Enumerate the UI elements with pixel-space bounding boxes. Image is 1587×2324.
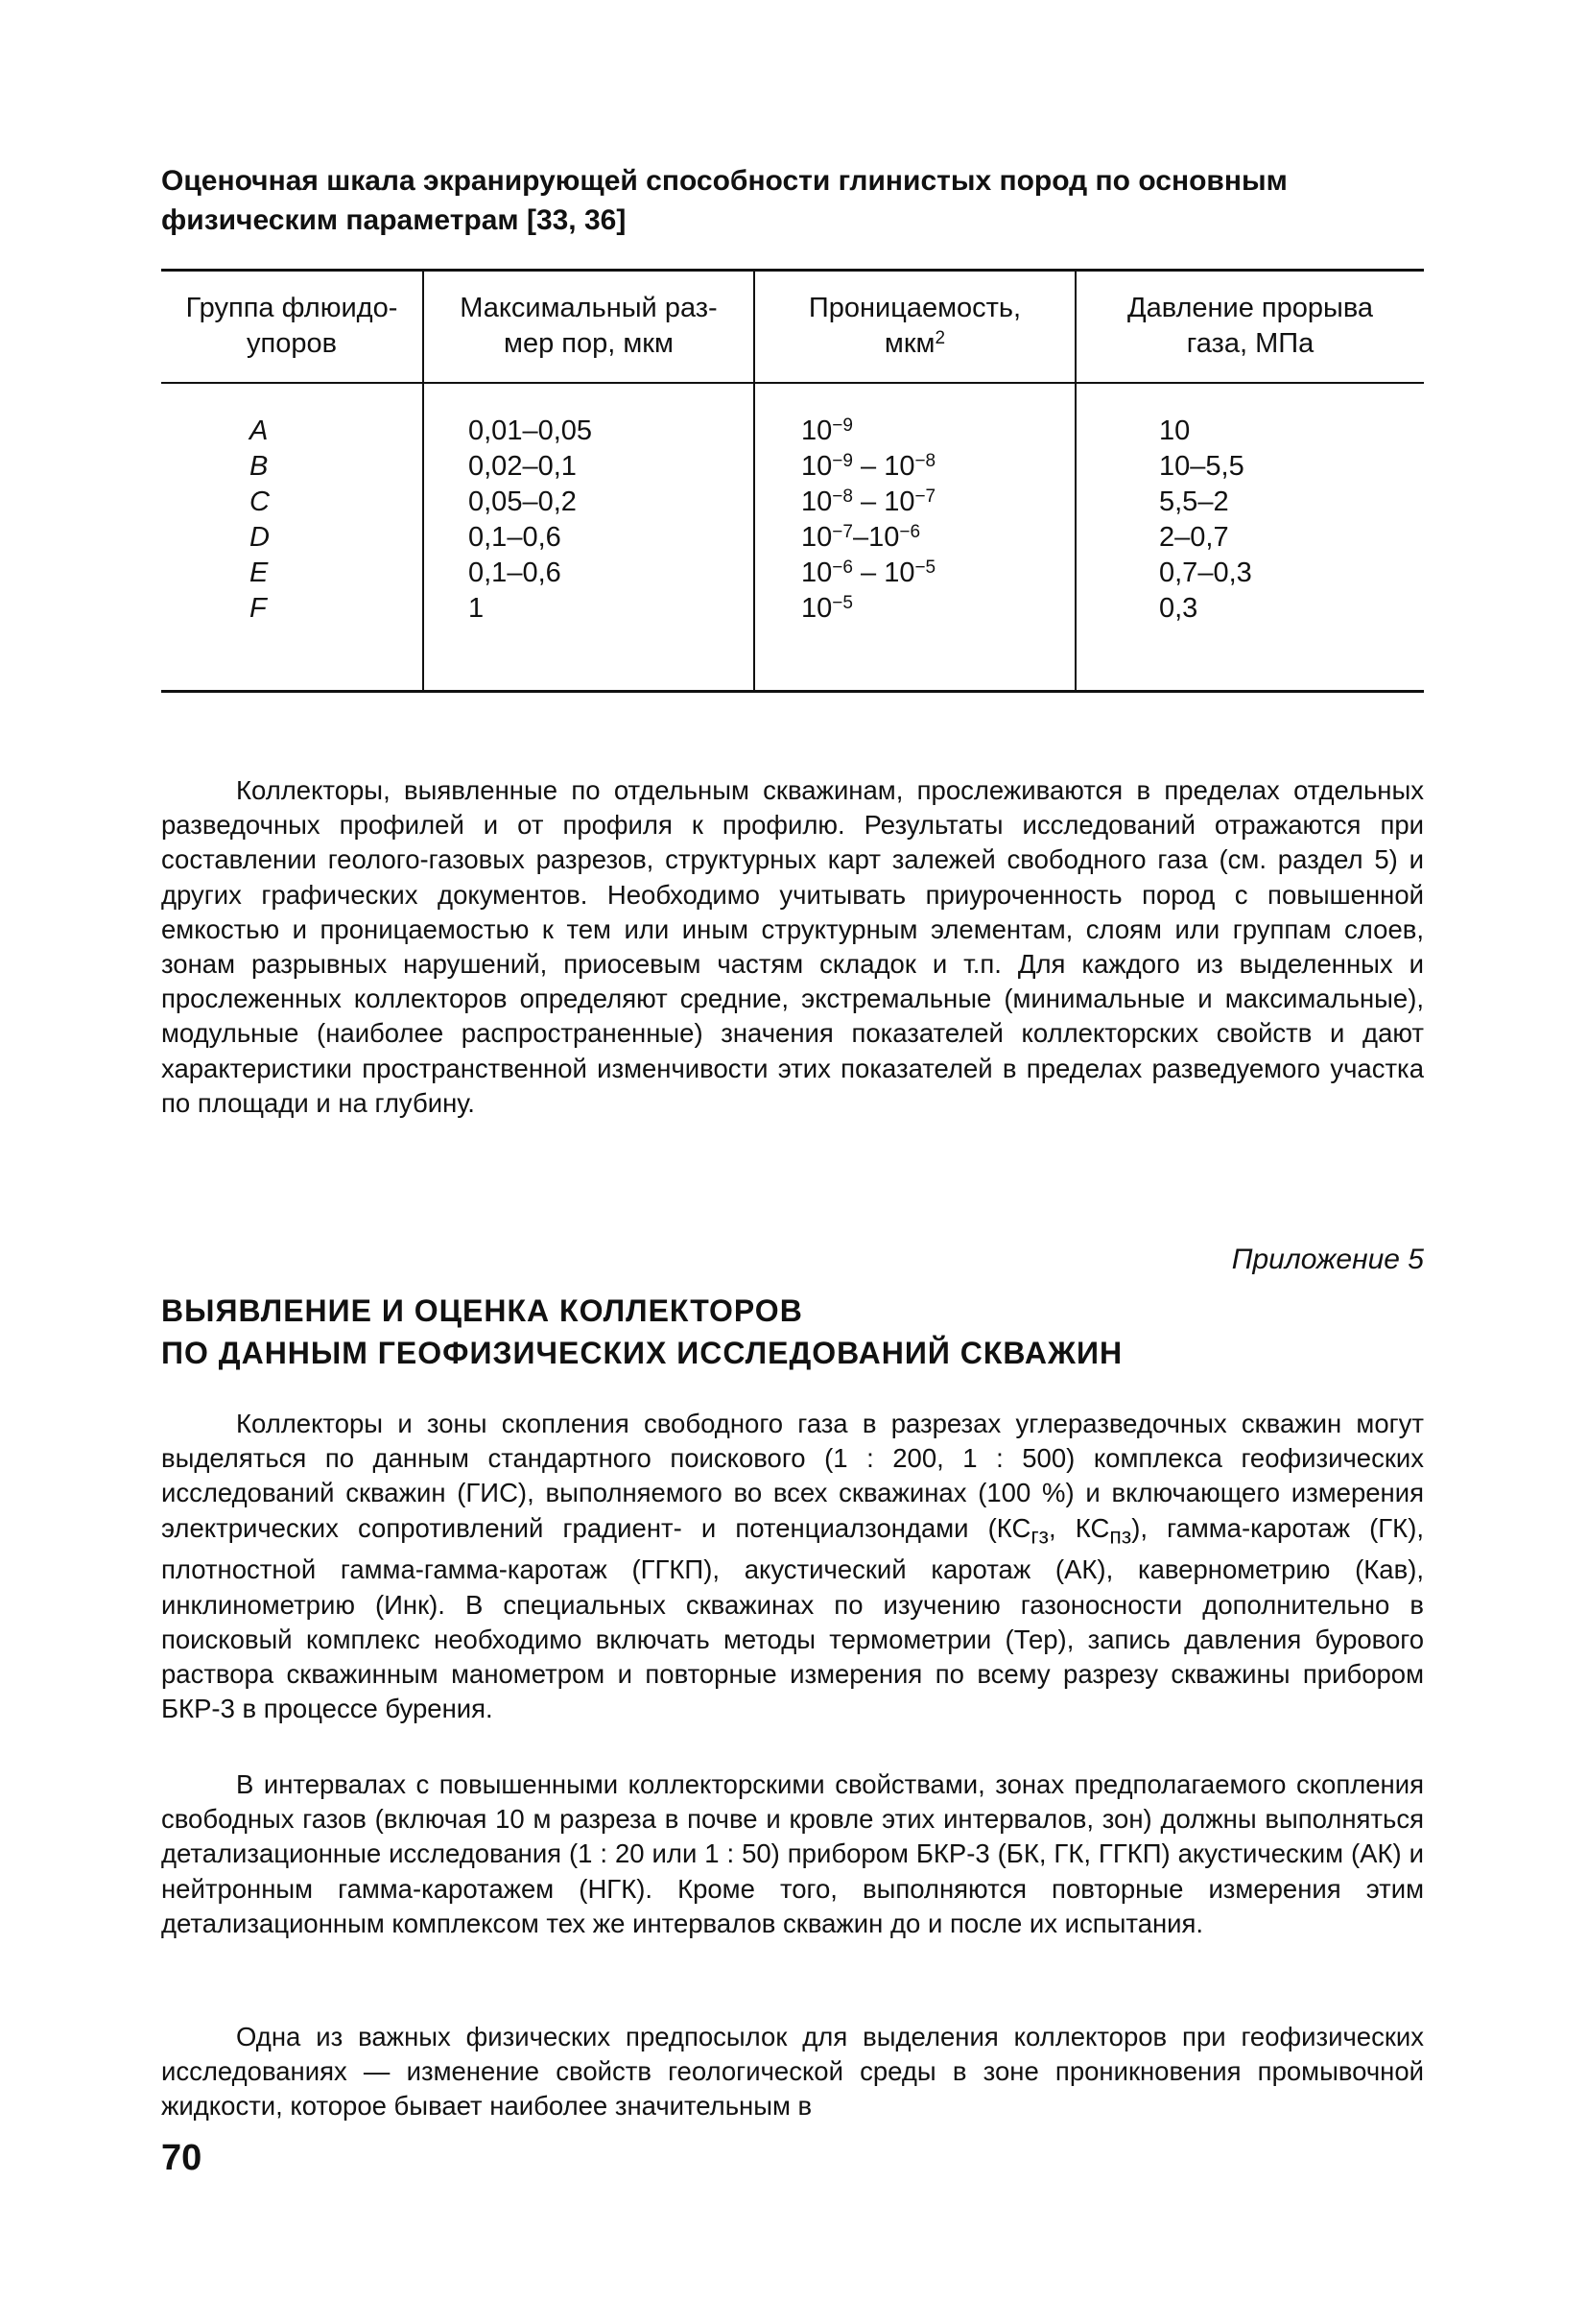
- range-separator: –: [852, 522, 869, 553]
- power-base: 10: [801, 557, 833, 588]
- power-base: 10: [884, 451, 915, 482]
- power-base: 10: [801, 451, 833, 482]
- table-cell: C: [249, 486, 270, 517]
- power-base: 10: [884, 486, 915, 517]
- section-heading-line2: ПО ДАННЫМ ГЕОФИЗИЧЕСКИХ ИССЛЕДОВАНИЙ СКВАЖИН: [161, 1336, 1124, 1370]
- power-exponent: −7: [832, 522, 853, 542]
- power-base: 10: [868, 522, 900, 553]
- power-exponent: −5: [914, 557, 936, 578]
- power-exponent: −9: [832, 415, 853, 436]
- table-cell: 10–5,5: [1159, 451, 1244, 482]
- fluid-seal-scale-table: [161, 269, 1424, 693]
- table-cell: 2–0,7: [1159, 522, 1229, 553]
- header-permeability-unit: мкм: [884, 328, 936, 359]
- table-cell: [801, 414, 936, 449]
- header-pore-size-line1: Максимальный раз-: [460, 293, 718, 323]
- header-permeability: [755, 291, 1075, 362]
- table-header-divider: [161, 382, 1424, 384]
- table-cell: F: [249, 593, 267, 624]
- table-cell: 0,1–0,6: [468, 557, 561, 588]
- table-caption: Оценочная шкала экранирующей способности глинистых пород по основным физическим параметрам [33, 36]: [161, 165, 1288, 236]
- header-group-line2: упоров: [247, 328, 337, 359]
- table-cell: B: [249, 451, 269, 482]
- column-permeability: [801, 414, 936, 627]
- power-exponent: −6: [899, 522, 921, 542]
- paragraph-physical-preconditions: Одна из важных физических предпосылок для выделения коллекторов при геофизических исследованиях — изменение свойств геологической среды в зоне проникновения промывочной жидкости, которое бывает наиболее значительным в: [161, 2022, 1424, 2122]
- header-pore-size-line2: мер пор, мкм: [504, 328, 674, 359]
- header-permeability-unit-exponent: 2: [935, 328, 946, 348]
- subscript: гз: [1030, 1523, 1049, 1549]
- power-exponent: −6: [832, 557, 853, 578]
- column-groups: [249, 414, 270, 627]
- table-cell: 1: [468, 593, 485, 624]
- paragraph-text: Коллекторы и зоны скопления свободного газа в разрезах углеразведочных скважин могут выделяться по данным стандартного поискового (1 : 200, 1 : 500) комплекса геофизических исследований скважин (ГИС), выполняемого во всех скважинах (100 %) и включающего измерения электрических сопротивлений градиент- и потенциалзондами (КС: [161, 1409, 1424, 1543]
- table-cell: 0,7–0,3: [1159, 557, 1252, 588]
- table-cell: 10: [1159, 415, 1191, 446]
- section-heading-line1: ВЫЯВЛЕНИЕ И ОЦЕНКА КОЛЛЕКТОРОВ: [161, 1293, 803, 1328]
- table-cell: [801, 485, 936, 520]
- paragraph-gis-complex: [161, 1407, 1424, 1726]
- table-cell: 0,3: [1159, 593, 1198, 624]
- power-exponent: −8: [914, 451, 936, 471]
- paragraph-collectors-tracing: Коллекторы, выявленные по отдельным скважинам, прослеживаются в пределах отдельных разведочных профилей и от профиля к профилю. Результаты исследований отражаются при составлении геолого-газовых разрезов, структурных карт залежей свободного газа (см. раздел 5) и других графических документов. Необходимо учитывать приуроченность пород с повышенной емкостью и проницаемостью к тем или иным структурным элементам, слоям или группам слоев, зонам разрывных нарушений, приосевым частям складок и т.п. Для каждого из выделенных и прослеженных коллекторов определяют средние, экстремальные (минимальные и максимальные), модульные (наиболее распространенные) значения показателей коллекторских свойств и дают характеристики пространственной изменчивости этих показателей в пределах разведуемого участка по площади и на глубину.: [161, 775, 1424, 1118]
- range-separator: –: [852, 557, 885, 588]
- power-exponent: −9: [832, 451, 853, 471]
- column-pore-sizes: [468, 414, 592, 627]
- table-cell: [801, 520, 936, 556]
- section-heading: [161, 1290, 1424, 1374]
- power-base: 10: [801, 522, 833, 553]
- power-base: 10: [801, 486, 833, 517]
- power-base: 10: [801, 415, 833, 446]
- header-group: [161, 291, 422, 362]
- table-cell: D: [249, 522, 270, 553]
- column-pressures: [1159, 414, 1252, 627]
- subscript: пз: [1109, 1523, 1132, 1549]
- header-permeability-line1: Проницаемость,: [808, 293, 1022, 323]
- power-exponent: −7: [914, 486, 936, 507]
- appendix-label: Приложение 5: [1231, 1244, 1424, 1275]
- table-cell: A: [249, 415, 269, 446]
- range-separator: –: [852, 451, 885, 482]
- page-number: 70: [161, 2138, 202, 2178]
- paragraph-text: , КС: [1049, 1512, 1110, 1543]
- table-cell: 0,02–0,1: [468, 451, 577, 482]
- table-cell: E: [249, 557, 269, 588]
- header-permeability-line2: [755, 326, 1075, 362]
- table-cell: [801, 556, 936, 591]
- header-pressure-line2: газа, МПа: [1186, 328, 1315, 359]
- paragraph-text: ), гамма-каротаж (ГК), плотностной гамма-гамма-каротаж (ГГКП), акустический каротаж (АК), кавернометрию (Кав), инклинометрию (Инк). В специальных скважинах по изучению газоносности дополнительно в поисковый комплекс необходимо включать методы термометрии (Тер), запись давления бурового раствора скважинным манометром и повторные измерения по всему разрезу скважины прибором БКР-3 в процессе бурения.: [161, 1512, 1424, 1724]
- header-group-line1: Группа флюидо-: [185, 293, 398, 323]
- range-separator: –: [852, 486, 885, 517]
- power-base: 10: [801, 593, 833, 624]
- header-pressure-line1: Давление прорыва: [1126, 293, 1374, 323]
- power-exponent: −5: [832, 593, 853, 613]
- table-cell: 5,5–2: [1159, 486, 1229, 517]
- table-cell: [801, 449, 936, 485]
- header-pore-size: [424, 291, 753, 362]
- header-pressure: [1077, 291, 1424, 362]
- table-cell: [801, 591, 936, 627]
- paragraph-detail-studies: В интервалах с повышенными коллекторскими свойствами, зонах предполагаемого скопления свободных газов (включая 10 м разреза в почве и кровле этих интервалов, зон) должны выполняться детализационные исследования (1 : 20 или 1 : 50) прибором БКР-3 (БК, ГК, ГГКП) акустическим (АК) и нейтронным гамма-каротажем (НГК). Кроме того, выполняются повторные измерения этим детализационным комплексом тех же интервалов скважин до и после их испытания.: [161, 1769, 1424, 1938]
- power-exponent: −8: [832, 486, 853, 507]
- table-cell: 0,01–0,05: [468, 415, 593, 446]
- table-cell: 0,1–0,6: [468, 522, 561, 553]
- table-cell: 0,05–0,2: [468, 486, 577, 517]
- power-base: 10: [884, 557, 915, 588]
